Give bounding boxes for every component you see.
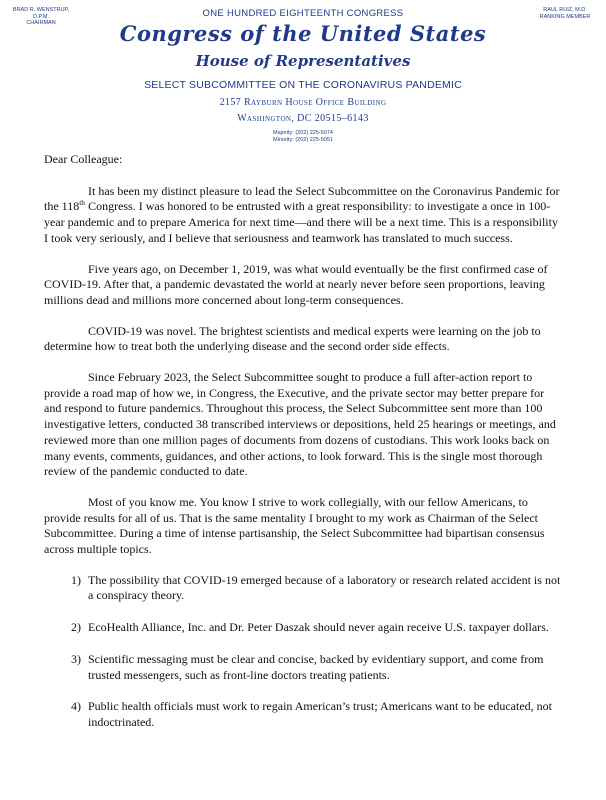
subcommittee-name: SELECT SUBCOMMITTEE ON THE CORONAVIRUS PANDEMIC xyxy=(144,79,462,91)
chairman-name: BRAD R. WENSTRUP, D.P.M. xyxy=(12,7,70,20)
finding-item xyxy=(44,652,564,683)
paragraph-3: COVID-19 was novel. The brightest scientists and medical experts were learning on the job to determine how to treat both the underlying disease and the second order side effects. xyxy=(44,323,541,354)
paragraph-1-start: It has been my distinct pleasure to lead the Select Subcommittee on the Coronavirus Pandemic for the 118 xyxy=(44,183,560,214)
findings-list xyxy=(44,573,564,731)
paragraph-4: Since February 2023, the Select Subcommittee sought to produce a full after-action report to provide a road map of how we, in Congress, the Executive, and the private sector may better prepare for and respond to future pandemics. Throughout this process, the Select Subcommittee sent more than 100 investigative letters, conducted 38 transcribed interviews or depositions, held 25 hearings or meetings, and reviewed more than one million pages of documents from dozens of custodians. This work looks back on many events, comments, guidances, and other actions, to look forward. This is the single most thorough review of the pandemic conducted to date. xyxy=(44,370,556,479)
paragraph-1-end: Congress. I was honored to be entrusted with a great responsibility: to investigate a once in 100-year pandemic and to prepare America for next time—and there will be a next time. This is a responsibility I took very seriously, and I believe that seriousness and teamwork has translated to much success. xyxy=(44,199,558,245)
finding-number: 3) xyxy=(71,651,81,666)
ranking-member-title: RANKING MEMBER xyxy=(539,13,591,20)
paragraph-5: Most of you know me. You know I strive to work collegially, with our fellow Americans, to provide results for all of us. That is the same mentality I brought to my work as Chairman of the Select Subcommittee. During a time of intense partisanship, the Select Subcommittee had bipartisan consensus across multiple topics. xyxy=(44,494,545,557)
finding-item xyxy=(44,573,564,604)
finding-text: EcoHealth Alliance, Inc. and Dr. Peter Daszak should never again receive U.S. taxpayer dollars. xyxy=(88,620,549,635)
office-address: 2157 Rayburn House Office Building xyxy=(219,97,387,108)
finding-text: Scientific messaging must be clear and concise, backed by evidentiary support, and come from trusted messengers, such as front-line doctors treating patients. xyxy=(88,651,544,682)
phone-majority: Majority: (202) 225-5074 xyxy=(273,130,333,136)
letterhead xyxy=(0,0,606,160)
congress-title: Congress of the United States xyxy=(119,21,487,46)
finding-item xyxy=(44,620,564,636)
chairman-title: CHAIRMAN xyxy=(26,20,56,26)
finding-text: The possibility that COVID-19 emerged because of a laboratory or research related accident is not a conspiracy theory. xyxy=(88,572,561,603)
finding-number: 2) xyxy=(71,620,81,635)
letter-body xyxy=(44,152,564,747)
paragraph-1 xyxy=(44,184,564,247)
paragraph-2: Five years ago, on December 1, 2019, was what would eventually be the first confirmed case of COVID-19. After that, a pandemic devastated the world at nearly never before seen proportions, leaving millions dead and millions more concerned about long-term consequences. xyxy=(44,261,548,307)
office-city: Washington, DC 20515–6143 xyxy=(237,113,369,124)
salutation: Dear Colleague: xyxy=(44,152,123,166)
finding-text: Public health officials must work to regain American’s trust; Americans want to be educated, not indoctrinated. xyxy=(88,699,552,729)
house-title: House of Representatives xyxy=(195,52,411,70)
phone-minority: Minority: (202) 225-5051 xyxy=(273,137,333,143)
ordinal-suffix: th xyxy=(79,198,86,208)
ranking-member-name: RAUL RUIZ, M.D. xyxy=(543,7,587,13)
congress-number: ONE HUNDRED EIGHTEENTH CONGRESS xyxy=(202,8,404,19)
finding-number: 1) xyxy=(71,572,81,587)
finding-item xyxy=(44,699,564,730)
finding-number: 4) xyxy=(71,699,81,714)
